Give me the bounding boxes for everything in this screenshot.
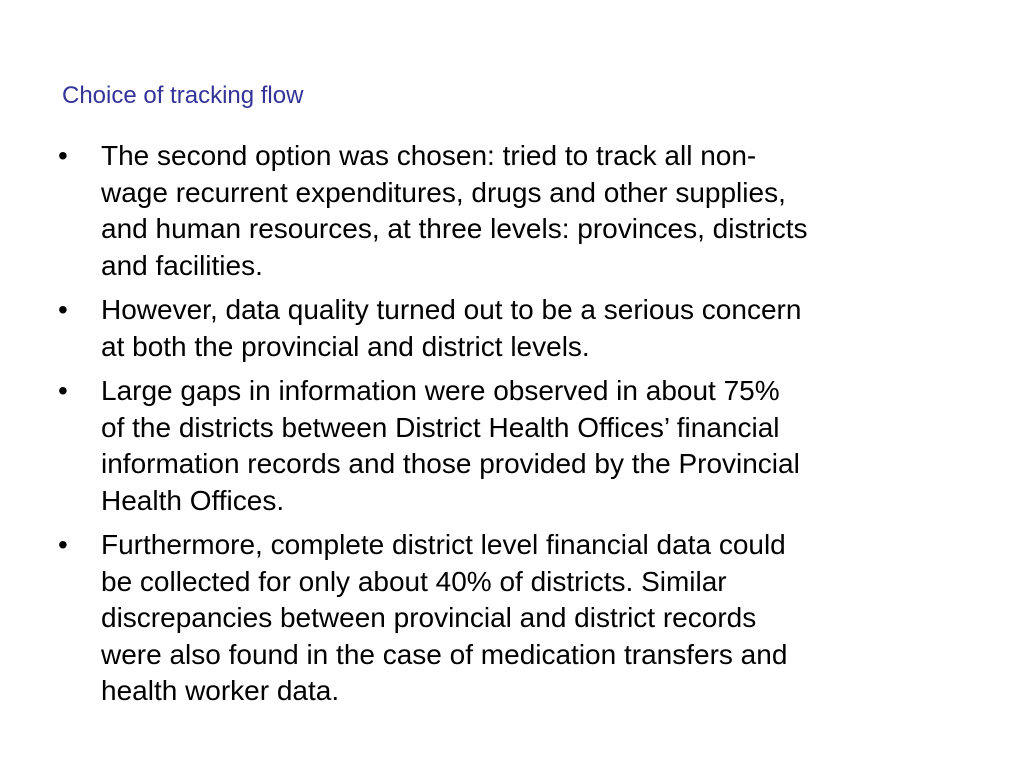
bullet-text-line: at both the provincial and district levels. <box>101 330 590 362</box>
bullet-text-line: health worker data. <box>101 675 340 706</box>
bullet-text-line: Large gaps in information were observed in about 75% <box>101 375 780 406</box>
bullet-text-line: and facilities. <box>101 249 263 281</box>
bullet-text-line: and human resources, at three levels: provinces, districts <box>101 213 808 244</box>
bullet-dot-icon: • <box>58 140 68 171</box>
bullet-item <box>58 292 970 365</box>
bullet-list <box>58 138 970 718</box>
bullet-text-line: information records and those provided by the Provincial <box>101 448 800 479</box>
bullet-dot-icon: • <box>58 294 68 325</box>
bullet-item <box>58 373 970 519</box>
slide-title: Choice of tracking flow <box>62 82 304 109</box>
bullet-text-line: discrepancies between provincial and district records <box>101 602 757 633</box>
bullet-item <box>58 138 970 284</box>
bullet-text-line: of the districts between District Health Offices’ financial <box>101 411 780 443</box>
bullet-text-line: wage recurrent expenditures, drugs and other supplies, <box>101 176 786 208</box>
bullet-text-line: were also found in the case of medication transfers and <box>101 638 788 670</box>
bullet-text-line: However, data quality turned out to be a serious concern <box>101 294 802 325</box>
bullet-dot-icon: • <box>58 375 68 406</box>
bullet-text-line: be collected for only about 40% of districts. Similar <box>101 565 727 597</box>
bullet-dot-icon: • <box>58 529 68 560</box>
bullet-text-line: Furthermore, complete district level financial data could <box>101 529 786 560</box>
bullet-item <box>58 527 970 710</box>
bullet-text-line: Health Offices. <box>101 484 285 516</box>
bullet-text-line: The second option was chosen: tried to track all non- <box>101 140 757 171</box>
